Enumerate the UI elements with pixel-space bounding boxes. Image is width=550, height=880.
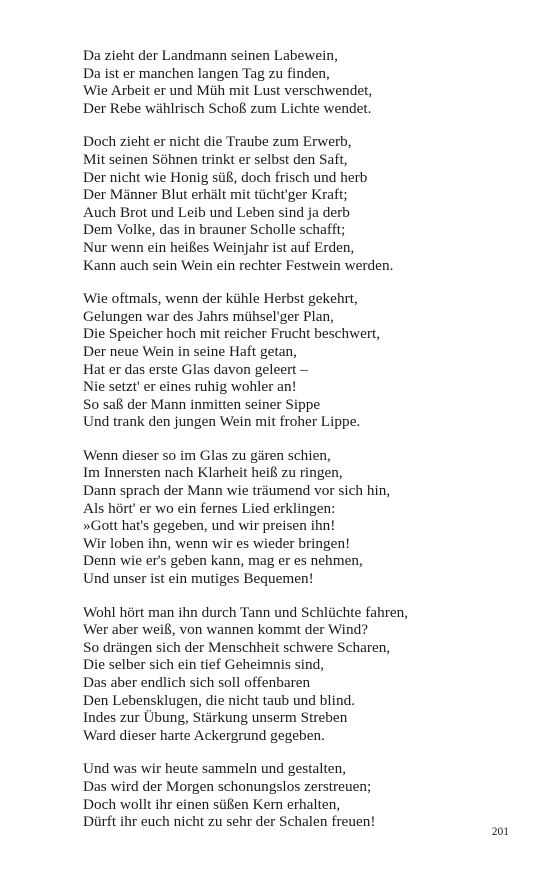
verse-line: Dann sprach der Mann wie träumend vor sich hin, bbox=[83, 482, 391, 500]
verse-line: Der Rebe wählrisch Schoß zum Lichte wendet. bbox=[83, 99, 372, 117]
verse-line: Dürft ihr euch nicht zu sehr der Schalen freuen! bbox=[83, 813, 376, 831]
verse-line: Nie setzt' er eines ruhig wohler an! bbox=[83, 378, 297, 396]
verse-line: Auch Brot und Leib und Leben sind ja derb bbox=[83, 203, 350, 221]
stanza bbox=[83, 290, 523, 431]
verse-line: Wie Arbeit er und Müh mit Lust verschwendet, bbox=[83, 82, 373, 100]
poem-body bbox=[83, 47, 523, 847]
verse-line: Gelungen war des Jahrs mühsel'ger Plan, bbox=[83, 307, 335, 325]
stanza bbox=[83, 133, 523, 274]
verse-line: Wie oftmals, wenn der kühle Herbst gekehrt, bbox=[83, 290, 358, 308]
stanza bbox=[83, 447, 523, 588]
verse-line: Kann auch sein Wein ein rechter Festwein werden. bbox=[83, 256, 394, 274]
verse-line: Wohl hört man ihn durch Tann und Schlüchte fahren, bbox=[83, 603, 409, 621]
page-number: 201 bbox=[491, 826, 509, 838]
verse-line: Das aber endlich sich soll offenbaren bbox=[83, 674, 311, 691]
verse-line: Mit seinen Söhnen trinkt er selbst den Saft, bbox=[83, 150, 348, 168]
verse-line: Als hört' er wo ein fernes Lied erklingen: bbox=[83, 499, 336, 517]
verse-line: So saß der Mann inmitten seiner Sippe bbox=[83, 395, 321, 413]
verse-line: Die Speicher hoch mit reicher Frucht beschwert, bbox=[83, 325, 381, 343]
verse-line: Doch wollt ihr einen süßen Kern erhalten, bbox=[83, 795, 341, 813]
verse-line: Ward dieser harte Ackergrund gegeben. bbox=[83, 726, 325, 744]
verse-line: Doch zieht er nicht die Traube zum Erwerb, bbox=[83, 133, 352, 151]
verse-line: Dem Volke, das in brauner Scholle schafft; bbox=[83, 221, 346, 239]
verse-line: Der Männer Blut erhält mit tücht'ger Kraft; bbox=[83, 186, 348, 204]
verse-line: So drängen sich der Menschheit schwere Scharen, bbox=[83, 638, 391, 656]
stanza bbox=[83, 604, 523, 745]
verse-line: Im Innersten nach Klarheit heiß zu ringen, bbox=[83, 464, 343, 482]
verse-line: Und trank den jungen Wein mit froher Lippe. bbox=[83, 413, 361, 431]
verse-line: Da zieht der Landmann seinen Labewein, bbox=[83, 47, 338, 64]
verse-line: Hat er das erste Glas davon geleert – bbox=[83, 360, 308, 378]
verse-line: Den Lebensklugen, die nicht taub und blind. bbox=[83, 691, 356, 709]
verse-line: Die selber sich ein tief Geheimnis sind, bbox=[83, 656, 325, 674]
verse-line: Das wird der Morgen schonungslos zerstreuen; bbox=[83, 777, 372, 795]
verse-line: Der neue Wein in seine Haft getan, bbox=[83, 342, 298, 360]
verse-line: Denn wie er's geben kann, mag er es nehmen, bbox=[83, 552, 363, 570]
verse-line: Indes zur Übung, Stärkung unserm Streben bbox=[83, 709, 348, 727]
verse-line: »Gott hat's gegeben, und wir preisen ihn! bbox=[83, 517, 336, 535]
stanza bbox=[83, 47, 523, 117]
verse-line: Der nicht wie Honig süß, doch frisch und herb bbox=[83, 168, 368, 186]
verse-line: Da ist er manchen langen Tag zu finden, bbox=[83, 64, 330, 82]
verse-line: Und unser ist ein mutiges Bequemen! bbox=[83, 570, 314, 588]
verse-line: Wer aber weiß, von wannen kommt der Wind? bbox=[83, 621, 369, 639]
stanza bbox=[83, 760, 523, 830]
verse-line: Wenn dieser so im Glas zu gären schien, bbox=[83, 446, 331, 464]
verse-line: Und was wir heute sammeln und gestalten, bbox=[83, 760, 347, 778]
verse-line: Wir loben ihn, wenn wir es wieder bringen! bbox=[83, 534, 351, 552]
verse-line: Nur wenn ein heißes Weinjahr ist auf Erden, bbox=[83, 238, 355, 256]
